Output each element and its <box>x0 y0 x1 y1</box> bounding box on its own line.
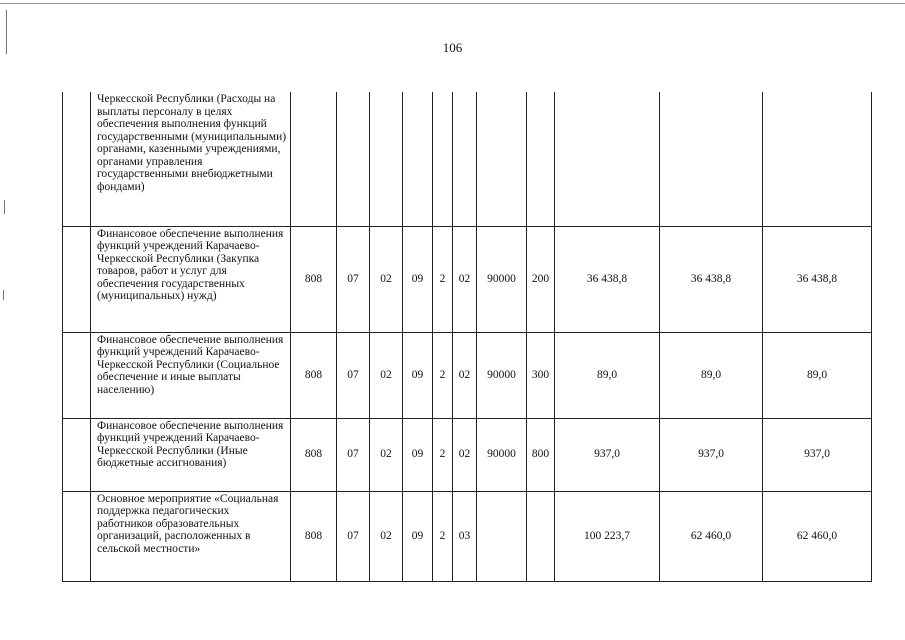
amount-year3-cell: 89,0 <box>763 332 872 418</box>
section-code-cell: 07 <box>337 332 370 418</box>
program-code-cell: 09 <box>403 491 433 581</box>
row-number-cell <box>63 226 91 332</box>
expense-type-code-cell <box>527 92 555 226</box>
scan-edge-mark <box>3 290 4 300</box>
amount-year3-cell: 36 438,8 <box>763 226 872 332</box>
row-number-cell <box>63 92 91 226</box>
scan-edge-line <box>0 3 905 4</box>
amount-year2-cell <box>660 92 763 226</box>
table-row <box>63 332 872 418</box>
subprogram-code-cell: 2 <box>433 226 453 332</box>
subsection-code-cell: 02 <box>370 226 403 332</box>
subprogram-code-cell <box>433 92 453 226</box>
amount-year1-cell <box>555 92 660 226</box>
table-row <box>63 226 872 332</box>
expense-type-code-cell <box>527 491 555 581</box>
subprogram-code-cell: 2 <box>433 491 453 581</box>
description-cell: Финансовое обеспечение выполнения функций учреждений Карачаево-Черкесской Республики (Закупка товаров, работ и услуг для обеспечения государственных (муниципальных) нужд) <box>91 226 291 332</box>
table-row <box>63 418 872 491</box>
section-code-cell: 07 <box>337 418 370 491</box>
section-code-cell: 07 <box>337 491 370 581</box>
amount-year2-cell: 89,0 <box>660 332 763 418</box>
ministry-code-cell <box>291 92 337 226</box>
event-code-cell <box>453 92 477 226</box>
subsection-code-cell <box>370 92 403 226</box>
amount-year2-cell: 937,0 <box>660 418 763 491</box>
ministry-code-cell: 808 <box>291 226 337 332</box>
expense-type-code-cell: 300 <box>527 332 555 418</box>
amount-year1-cell: 89,0 <box>555 332 660 418</box>
amount-year2-cell: 62 460,0 <box>660 491 763 581</box>
table-row <box>63 92 872 226</box>
row-number-cell <box>63 491 91 581</box>
event-code-cell: 02 <box>453 418 477 491</box>
amount-year3-cell <box>763 92 872 226</box>
amount-year1-cell: 937,0 <box>555 418 660 491</box>
direction-code-cell <box>477 491 527 581</box>
program-code-cell: 09 <box>403 226 433 332</box>
budget-table-body <box>63 92 872 581</box>
amount-year1-cell: 36 438,8 <box>555 226 660 332</box>
event-code-cell: 02 <box>453 332 477 418</box>
row-number-cell <box>63 332 91 418</box>
subsection-code-cell: 02 <box>370 332 403 418</box>
scan-edge-mark <box>4 200 5 214</box>
description-cell: Финансовое обеспечение выполнения функций учреждений Карачаево-Черкесской Республики (Социальное обеспечение и иные выплаты населению) <box>91 332 291 418</box>
amount-year2-cell: 36 438,8 <box>660 226 763 332</box>
direction-code-cell: 90000 <box>477 418 527 491</box>
budget-table <box>62 92 872 582</box>
description-cell: Черкесской Республики (Расходы на выплаты персоналу в целях обеспечения выполнения функций государственными (муниципальными) органами, казенными учреждениями, органами управления государственными внебюджетными фондами) <box>91 92 291 226</box>
table-row <box>63 491 872 581</box>
amount-year3-cell: 62 460,0 <box>763 491 872 581</box>
subsection-code-cell: 02 <box>370 491 403 581</box>
section-code-cell <box>337 92 370 226</box>
description-cell: Основное мероприятие «Социальная поддержка педагогических работников образовательных организаций, расположенных в сельской местности» <box>91 491 291 581</box>
subsection-code-cell: 02 <box>370 418 403 491</box>
ministry-code-cell: 808 <box>291 332 337 418</box>
section-code-cell: 07 <box>337 226 370 332</box>
direction-code-cell: 90000 <box>477 226 527 332</box>
subprogram-code-cell: 2 <box>433 418 453 491</box>
amount-year3-cell: 937,0 <box>763 418 872 491</box>
expense-type-code-cell: 800 <box>527 418 555 491</box>
ministry-code-cell: 808 <box>291 418 337 491</box>
direction-code-cell: 90000 <box>477 332 527 418</box>
row-number-cell <box>63 418 91 491</box>
subprogram-code-cell: 2 <box>433 332 453 418</box>
description-cell: Финансовое обеспечение выполнения функций учреждений Карачаево-Черкесской Республики (Иные бюджетные ассигнования) <box>91 418 291 491</box>
program-code-cell <box>403 92 433 226</box>
page-number: 106 <box>442 40 463 55</box>
amount-year1-cell: 100 223,7 <box>555 491 660 581</box>
event-code-cell: 02 <box>453 226 477 332</box>
program-code-cell: 09 <box>403 332 433 418</box>
ministry-code-cell: 808 <box>291 491 337 581</box>
direction-code-cell <box>477 92 527 226</box>
expense-type-code-cell: 200 <box>527 226 555 332</box>
program-code-cell: 09 <box>403 418 433 491</box>
event-code-cell: 03 <box>453 491 477 581</box>
